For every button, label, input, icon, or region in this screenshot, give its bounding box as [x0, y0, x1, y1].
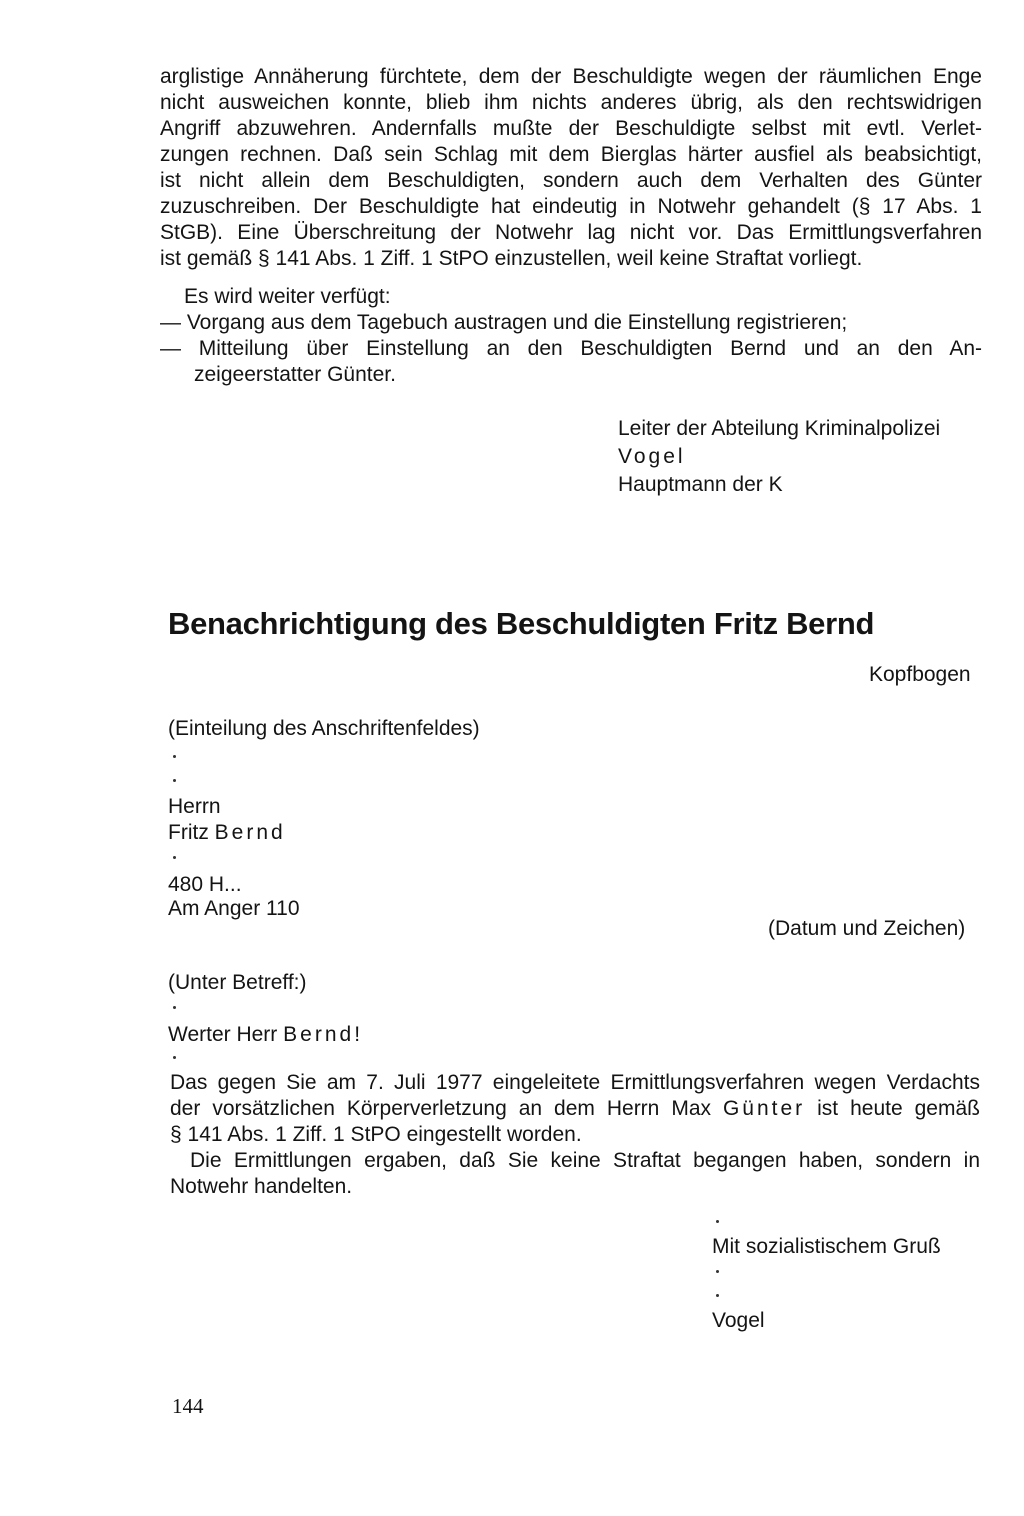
spacer-dot — [716, 1220, 719, 1223]
verfuegung-intro: Es wird weiter verfügt: — [184, 285, 391, 308]
closing-phrase: Mit sozialistischem Gruß — [712, 1235, 941, 1258]
paragraph-line: ist gemäß § 141 Abs. 1 Ziff. 1 StPO einzustellen, weil keine Straftat vorliegt. — [160, 247, 863, 270]
verfuegung-item: — Mitteilung über Einstellung an den Beschuldigten Bernd und an den An- — [160, 337, 982, 360]
letter-greeting — [168, 1022, 360, 1048]
greeting-prefix: Werter Herr — [168, 1023, 278, 1046]
greeting-name: Bernd — [283, 1023, 355, 1046]
subject-line: (Unter Betreff:) — [168, 971, 307, 994]
greeting-mark: ! — [354, 1023, 361, 1046]
verfuegung-item-continuation: zeigeerstatter Günter. — [194, 363, 396, 386]
paragraph-line: zungen rechnen. Daß sein Schlag mit dem Bierglas härter ausfiel als beabsichtigt, — [160, 143, 982, 166]
letter-body-line: § 141 Abs. 1 Ziff. 1 StPO eingestellt worden. — [170, 1123, 582, 1146]
section-heading: Benachrichtigung des Beschuldigten Fritz Bernd — [168, 606, 875, 641]
spacer-dot — [173, 1006, 176, 1009]
signature-rank: Hauptmann der K — [618, 473, 783, 496]
paragraph-line: arglistige Annäherung fürchtete, dem der Beschuldigte wegen der räumlichen Enge — [160, 65, 982, 88]
body-text: ist heute gemäß — [817, 1097, 980, 1120]
paragraph-line: zuzuschreiben. Der Beschuldigte hat eindeutig in Notwehr gehandelt (§ 17 Abs. 1 — [160, 195, 982, 218]
spacer-dot — [173, 779, 176, 782]
spacer-dot — [173, 1056, 176, 1059]
paragraph-line: ist nicht allein dem Beschuldigten, sondern auch dem Verhalten des Günter — [160, 169, 982, 192]
address-note: (Einteilung des Anschriftenfeldes) — [168, 717, 480, 740]
letter-body-line: Das gegen Sie am 7. Juli 1977 eingeleitete Ermittlungsverfahren wegen Verdachts — [170, 1071, 980, 1094]
spacer-dot — [173, 755, 176, 758]
body-name-spaced: Günter — [722, 1097, 806, 1120]
letterhead-label: Kopfbogen — [869, 663, 971, 686]
closing-signer: Vogel — [712, 1309, 765, 1332]
address-recipient — [168, 820, 286, 846]
signature-title: Leiter der Abteilung Kriminalpolizei — [618, 417, 941, 440]
letter-body-line — [170, 1096, 980, 1122]
address-street: Am Anger 110 — [168, 897, 300, 920]
page-number: 144 — [172, 1394, 204, 1418]
letter-body-line: Die Ermittlungen ergaben, daß Sie keine Straftat begangen haben, sondern in — [190, 1149, 980, 1172]
paragraph-line: Angriff abzuwehren. Andernfalls mußte der Beschuldigte selbst mit evtl. Verlet- — [160, 117, 982, 140]
address-city: 480 H... — [168, 873, 242, 896]
paragraph-line: StGB). Eine Überschreitung der Notwehr lag nicht vor. Das Ermittlungsverfahren — [160, 221, 982, 244]
signature-name: Vogel — [618, 445, 686, 468]
recipient-first-name: Fritz — [168, 821, 209, 844]
paragraph-line: nicht ausweichen konnte, blieb ihm nichts anderes übrig, als den rechtswidrigen — [160, 91, 982, 114]
spacer-dot — [173, 856, 176, 859]
spacer-dot — [716, 1294, 719, 1297]
spacer-dot — [716, 1270, 719, 1273]
address-salutation: Herrn — [168, 795, 221, 818]
recipient-last-name: Bernd — [214, 821, 286, 844]
date-reference: (Datum und Zeichen) — [768, 917, 966, 940]
verfuegung-item: — Vorgang aus dem Tagebuch austragen und die Einstellung registrieren; — [160, 311, 848, 334]
letter-body-line: Notwehr handelten. — [170, 1175, 353, 1198]
body-text: der vorsätzlichen Körperverletzung an dem Herrn Max — [170, 1097, 711, 1120]
